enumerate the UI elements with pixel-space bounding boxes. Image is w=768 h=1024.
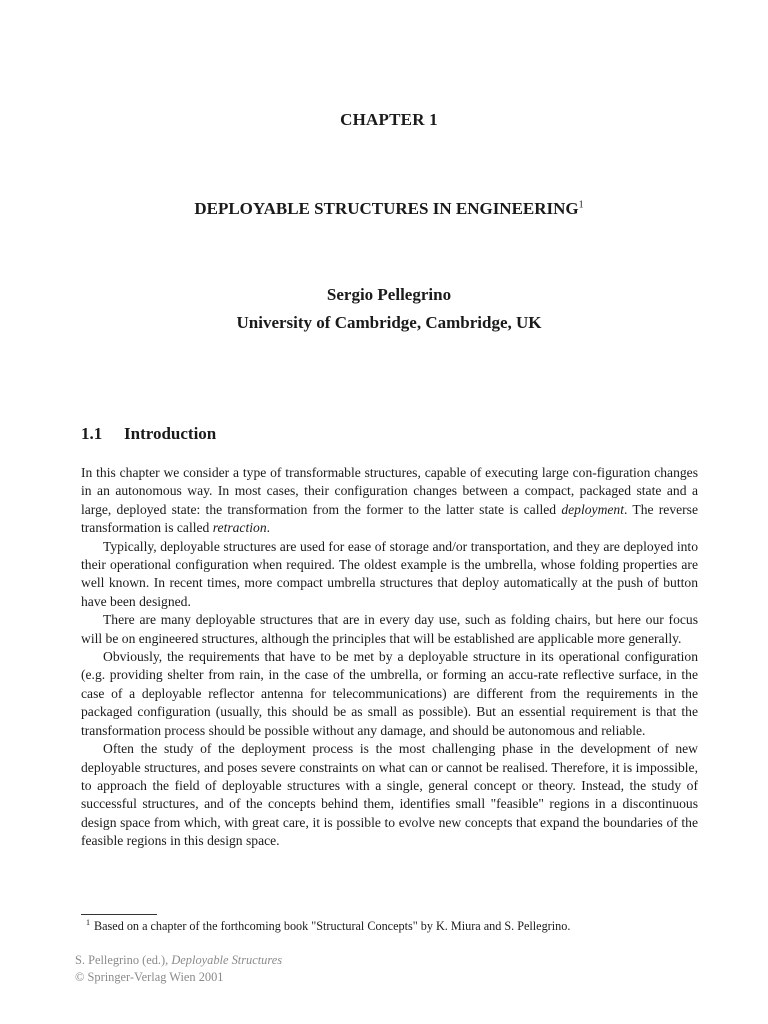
- imprint: [75, 952, 282, 986]
- chapter-label: CHAPTER 1: [340, 110, 438, 129]
- footnote-number: 1: [86, 917, 90, 927]
- section-number: 1.1: [81, 424, 103, 443]
- author-name: Sergio Pellegrino: [326, 285, 452, 304]
- imprint-book-title: Deployable Structures: [171, 953, 283, 967]
- imprint-editor: S. Pellegrino (ed.),: [75, 953, 172, 967]
- imprint-copyright: © Springer-Verlag Wien 2001: [75, 970, 224, 984]
- paragraph-1-part-b: . The reverse transformation is called: [81, 501, 698, 536]
- imprint-citation: [75, 952, 282, 969]
- footnote: [86, 918, 686, 934]
- footnote-text: Based on a chapter of the forthcoming book "Structural Concepts" by K. Miura and S. Pellegrino.: [94, 919, 571, 933]
- term-deployment: deployment: [561, 501, 624, 517]
- paragraph-3: There are many deployable structures that are in every day use, such as folding chairs, but here our focus will be on engineered structures, although the principles that will be established are applicable more generally.: [81, 612, 698, 646]
- author-affiliation: University of Cambridge, Cambridge, UK: [236, 313, 542, 332]
- chapter-title-text: DEPLOYABLE STRUCTURES IN ENGINEERING: [194, 199, 579, 218]
- term-retraction: retraction: [212, 520, 267, 536]
- paragraph-1-part-c: .: [266, 520, 271, 536]
- paragraph-1-part-a: In this chapter we consider a type of transformable structures, capable of executing large con-figuration changes in an autonomous way. In most cases, their configuration changes between a compact, packaged state and a large, deployed state: the transformation from the former to the latter state is called: [81, 465, 698, 517]
- paragraph-5: Often the study of the deployment process is the most challenging phase in the development of new deployable structures, and poses severe constraints on what can or cannot be realised. Therefore, it is impossible, to approach the field of deployable structures with a single, general concept or theory. Instead, the study of successful structures, and of the concepts behind them, identifies small "feasible" regions in a discontinuous design space from which, with great care, it is possible to evolve new concepts that expand the boundaries of the feasible regions in this design space.: [81, 741, 698, 849]
- paragraph-4: Obviously, the requirements that have to be met by a deployable structure in its operational configuration (e.g. providing shelter from rain, in the case of the umbrella, or forming an accu-rate reflective surface, in the case of a deployable reflector antenna for telecommunications) are different from the requirements in the packaged configuration (usually, this should be as small as possible). But an essential requirement is that the transformation process should be possible without any damage, and should be autonomous and reliable.: [81, 649, 698, 738]
- section-title: Introduction: [124, 424, 217, 443]
- footnote-marker: 1: [578, 199, 584, 211]
- paragraph-2: Typically, deployable structures are used for ease of storage and/or transportation, and they are deployed into their operational configuration when required. The oldest example is the umbrella, whose folding properties are well known. In recent times, more compact umbrella structures that deploy automatically at the push of button have been designed.: [81, 538, 698, 609]
- chapter-title: [0, 199, 768, 219]
- body-text: [81, 464, 698, 851]
- paragraph-1: [81, 464, 698, 538]
- section-heading: [81, 424, 216, 444]
- footnote-divider: [81, 914, 157, 915]
